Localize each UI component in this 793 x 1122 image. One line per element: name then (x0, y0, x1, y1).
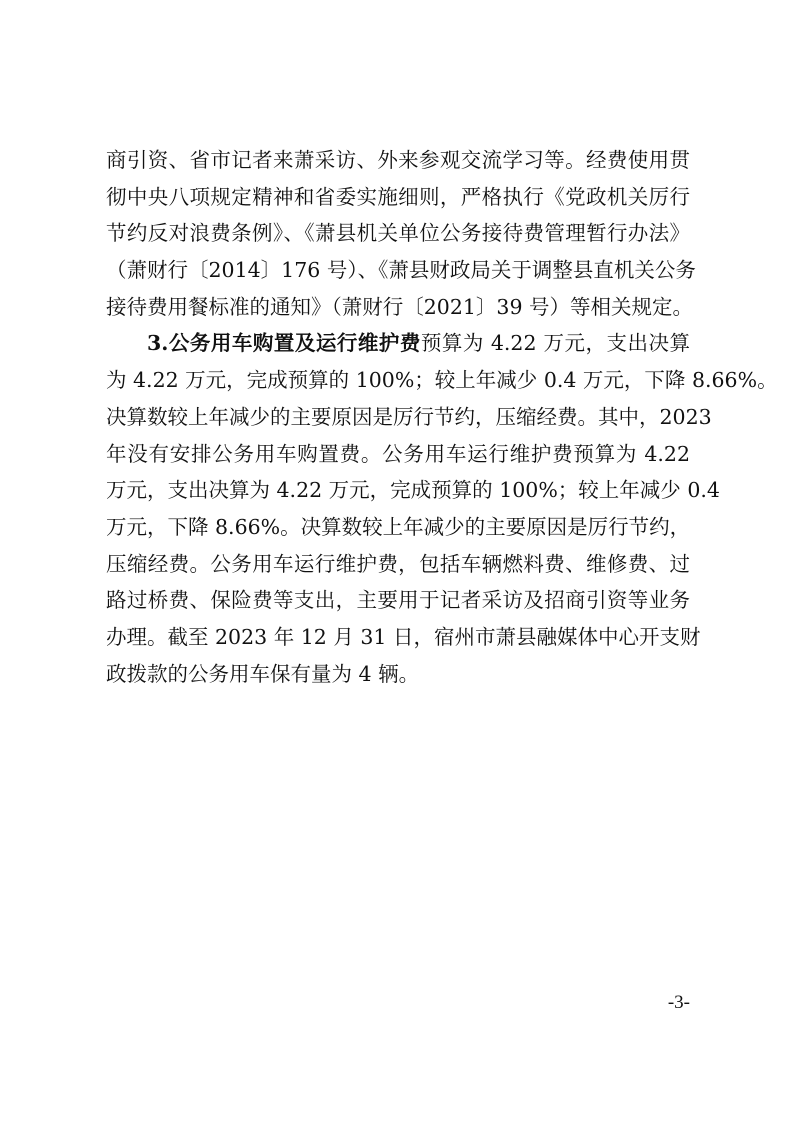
text-line: （萧财行〔2014〕176 号）、《萧县财政局关于调整县直机关公务 (106, 258, 696, 283)
text-line: 彻中央八项规定精神和省委实施细则，严格执行《党政机关厉行 (106, 184, 690, 209)
text-line: 年没有安排公务用车购置费。公务用车运行维护费预算为 4.22 (106, 441, 690, 466)
text-line: 压缩经费。公务用车运行维护费，包括车辆燃料费、维修费、过 (106, 551, 690, 576)
body-text (106, 142, 778, 692)
text-line: 商引资、省市记者来萧采访、外来参观交流学习等。经费使用贯 (106, 148, 690, 172)
text-line: 万元，支出决算为 4.22 万元，完成预算的 100%；较上年减少 0.4 (106, 478, 720, 503)
text-line: 节约反对浪费条例》、《萧县机关单位公务接待费管理暂行办法》 (106, 221, 690, 246)
page-number: -3- (667, 992, 690, 1013)
text-line: 为 4.22 万元，完成预算的 100%；较上年减少 0.4 万元，下降 8.66%。 (106, 368, 778, 393)
text-line: 接待费用餐标准的通知》（萧财行〔2021〕39 号）等相关规定。 (106, 294, 694, 319)
paragraph-reception-expenses (106, 142, 696, 325)
heading-line-text: 预算为 4.22 万元，支出决算 (420, 331, 690, 356)
text-line (106, 325, 690, 362)
text-line: 万元，下降 8.66%。决算数较上年减少的主要原因是厉行节约， (106, 514, 691, 539)
text-line: 政拨款的公务用车保有量为 4 辆。 (106, 661, 420, 686)
text-line: 办理。截至 2023 年 12 月 31 日，宿州市萧县融媒体中心开支财 (106, 624, 701, 649)
section-heading: 3.公务用车购置及运行维护费 (147, 331, 421, 356)
text-line: 路过桥费、保险费等支出，主要用于记者采访及招商引资等业务 (106, 588, 690, 613)
text-line: 决算数较上年减少的主要原因是厉行节约，压缩经费。其中，2023 (106, 404, 712, 429)
paragraph-vehicle-expenses (106, 325, 778, 692)
